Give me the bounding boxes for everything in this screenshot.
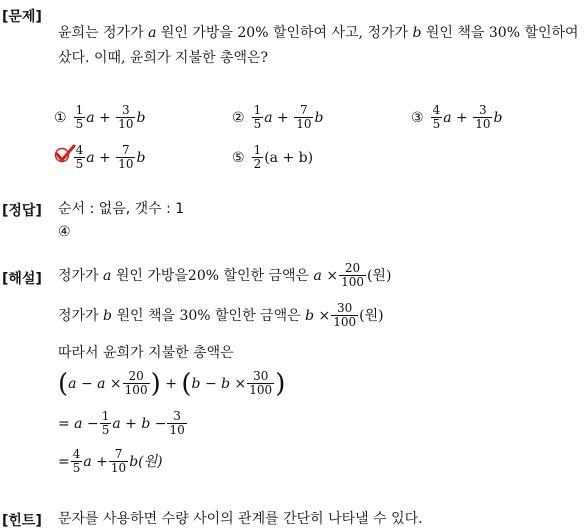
explanation-tag: [해설]: [2, 271, 42, 287]
answer-tag: [정답]: [2, 203, 42, 219]
option-2[interactable]: ② $\frac{1}{5}$ a + $\frac{7}{10}$ b: [232, 103, 324, 131]
problem-text-line2: 샀다. 이때, 윤희가 지불한 총액은?: [58, 50, 269, 66]
explanation-line3: 따라서 윤희가 지불한 총액은: [58, 345, 234, 361]
check-mark-icon: [54, 144, 76, 164]
explanation-line5: = a − $\frac{1}{5}$ a + b − $\frac{3}{10}$: [58, 409, 185, 437]
explanation-line4: ( a − a × $\frac{20}{100}$ ) + ( b − b × $\frac{30}{100}$ ): [58, 368, 286, 399]
option-3[interactable]: ③ $\frac{4}{5}$ a + $\frac{3}{10}$ b: [411, 103, 503, 131]
answer-meta: 순서 : 없음, 갯수 : 1: [58, 201, 185, 217]
hint-text: 문자를 사용하면 수량 사이의 관계를 간단히 나타낼 수 있다.: [58, 511, 423, 527]
option-1[interactable]: ① $\frac{1}{5}$ a + $\frac{3}{10}$ b: [54, 103, 146, 131]
problem-text-line1: 윤희는 정가가 a 원인 가방을 20% 할인하여 사고, 정가가 b 원인 책을 30% 할인하여: [58, 25, 579, 41]
answer-value: ④: [58, 224, 71, 240]
explanation-line2: 정가가 b 원인 책을 30% 할인한 금액은 b × $\frac{30}{100}$ (원): [58, 301, 384, 329]
problem-tag: [문제]: [2, 9, 42, 25]
option-4[interactable]: $\frac{4}{5}$ a + $\frac{7}{10}$ b: [75, 143, 146, 171]
option-5[interactable]: ⑤ $\frac{1}{2}$ (a + b): [232, 143, 314, 171]
hint-tag: [힌트]: [2, 513, 42, 529]
explanation-line6: = $\frac{4}{5}$ a + $\frac{7}{10}$ b(원): [58, 447, 163, 475]
explanation-line1: 정가가 a 원인 가방을20% 할인한 금액은 a × $\frac{20}{100}$ (원): [58, 261, 392, 289]
